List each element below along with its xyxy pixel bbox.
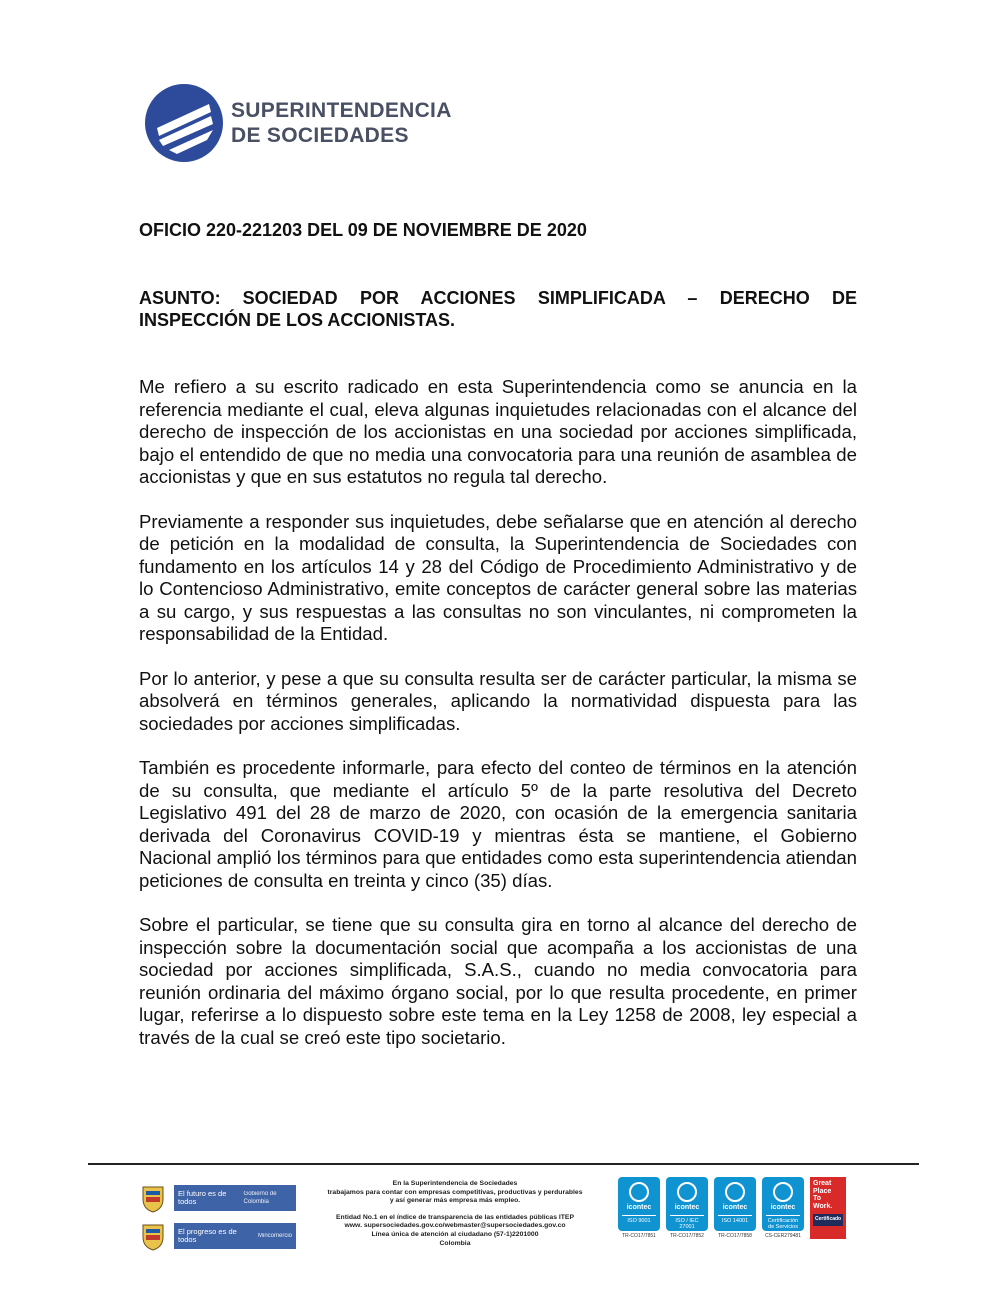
icontec-icon xyxy=(677,1182,697,1202)
paragraph: También es procedente informarle, para efecto del conteo de términos en la atención de su consulta, que mediante el artículo 5º de la parte resolutiva del Decreto Legislativo 491 del 28 de marzo de 2020, con ocasión de la emergencia sanitaria derivada del Coronavirus COVID-19 y mientras ésta se mantiene, el Gobierno Nacional amplió los términos para que entidades como esta superintendencia atiendan peticiones de consulta en treinta y cinco (35) días. xyxy=(139,757,857,891)
icontec-icon xyxy=(773,1182,793,1202)
footer-contact-text xyxy=(300,1180,610,1248)
asunto-label: ASUNTO: xyxy=(139,288,221,308)
paragraph: Por lo anterior, y pese a que su consulta resulta ser de carácter particular, la misma se absolverá en términos generales, aplicando la normatividad dispuesta para las sociedades por acciones simplificadas. xyxy=(139,667,857,734)
cert-standard: ISO / IEC 27001 xyxy=(670,1215,704,1230)
superintendencia-logo xyxy=(143,82,473,164)
paragraph: Sobre el particular, se tiene que su consulta gira en torno al alcance del derecho de inspección sobre la documentación social que acompaña a los accionistas de una sociedad por acciones simplificada, S.A.S., cuando no media convocatoria para reunión ordinaria del máximo órgano social, por lo que resulta procedente, en primer lugar, referirse a lo dispuesto sobre este tema en la Ley 1258 de 2008, ley especial a través de la cual se creó este tipo societario. xyxy=(139,914,857,1048)
colombia-shield-icon xyxy=(140,1183,166,1213)
gov-band-text: El futuro es de todos xyxy=(178,1189,227,1206)
gov-logo-futuro xyxy=(140,1182,296,1214)
great-place-to-work-badge xyxy=(810,1177,846,1239)
paragraph: Previamente a responder sus inquietudes, debe señalarse que en atención al derecho de petición en la modalidad de consulta, la Superintendencia de Sociedades con fundamento en los artículos 14 y 28 del Código de Procedimiento Administrativo y de lo Contencioso Administrativo, emite conceptos de carácter general sobre las materias a su cargo, y sus respuestas a las consultas no son vinculantes, ni comprometen la responsabilidad de la Entidad. xyxy=(139,510,857,644)
footer-line: y así generar más empresa más empleo. xyxy=(389,1197,521,1205)
paragraph: Me refiero a su escrito radicado en esta Superintendencia como se anuncia en la referencia mediante el cual, eleva algunas inquietudes relacionadas con el alcance del derecho de inspección de los accionistas en una sociedad por acciones simplificada, bajo el entendido de que no media una convocatoria para una reunión de asamblea de accionistas y que en sus estatutos no regula tal derecho. xyxy=(139,376,857,487)
footer-line: Línea única de atención al ciudadano (57-1)2201000 xyxy=(371,1230,539,1238)
asunto-line-2: INSPECCIÓN DE LOS ACCIONISTAS. xyxy=(139,310,456,330)
document-body xyxy=(139,376,857,1071)
logo-line-2: DE SOCIEDADES xyxy=(231,124,409,147)
cert-brand: icontec xyxy=(722,1204,748,1211)
gptw-line: Work. xyxy=(813,1202,833,1210)
gov-band-subtext: Gobierno de Colombia xyxy=(243,1191,277,1205)
colombia-shield-icon xyxy=(140,1221,166,1251)
gptw-line: To xyxy=(813,1195,822,1202)
cert-code: CS-CER279481 xyxy=(765,1233,801,1239)
cert-code: TR-CO17/7852 xyxy=(670,1233,704,1239)
footer-line: Colombia xyxy=(439,1239,471,1247)
asunto-block xyxy=(139,287,857,331)
icontec-badge xyxy=(762,1177,804,1241)
footer-line: www. supersociedades.gov.co/webmaster@supersociedades.gov.co xyxy=(344,1222,566,1230)
footer-line: Entidad No.1 en el índice de transparencia de las entidades públicas ITEP xyxy=(336,1213,574,1221)
cert-standard: ISO 14001 xyxy=(718,1215,752,1224)
cert-code: TR-CO17/7858 xyxy=(718,1233,752,1239)
asunto-line-1: SOCIEDAD POR ACCIONES SIMPLIFICADA – DERECHO DE xyxy=(242,288,857,308)
certification-badges xyxy=(618,1177,846,1241)
gov-band-subtext: Mincomercio xyxy=(257,1233,292,1239)
cert-brand: icontec xyxy=(770,1204,796,1211)
oficio-title: OFICIO 220-221203 DEL 09 DE NOVIEMBRE DE 2020 xyxy=(139,220,587,240)
gptw-line: Place xyxy=(813,1187,832,1195)
icontec-badge xyxy=(618,1177,660,1241)
gov-band-text: El progreso es de todos xyxy=(178,1227,237,1244)
cert-brand: icontec xyxy=(674,1204,700,1211)
footer-divider xyxy=(88,1163,919,1165)
icontec-icon xyxy=(725,1182,745,1202)
cert-standard: ISO 9001 xyxy=(622,1215,656,1224)
icontec-badge xyxy=(714,1177,756,1241)
logo-emblem-icon xyxy=(143,82,225,164)
footer-line: trabajamos para contar con empresas competitivas, productivas y perdurables xyxy=(327,1188,583,1196)
cert-code: TR-CO17/7851 xyxy=(622,1233,656,1239)
cert-brand: icontec xyxy=(626,1204,652,1211)
gptw-certified: Certificado xyxy=(813,1214,843,1226)
icontec-icon xyxy=(629,1182,649,1202)
gov-logo-progreso xyxy=(140,1220,296,1252)
icontec-badge xyxy=(666,1177,708,1241)
gptw-line: Great xyxy=(813,1180,832,1187)
cert-standard: Certificación de Servicios xyxy=(766,1215,800,1230)
logo-line-1: SUPERINTENDENCIA xyxy=(231,99,452,122)
footer-line: En la Superintendencia de Sociedades xyxy=(392,1180,518,1187)
